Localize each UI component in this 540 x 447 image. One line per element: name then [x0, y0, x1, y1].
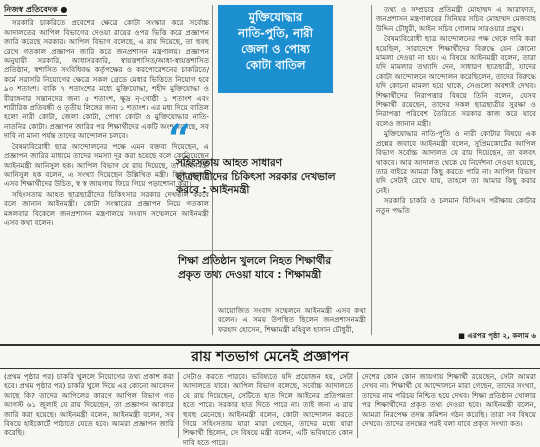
jump-line: ■ এরপর পৃষ্ঠা ২, কলাম ৬: [458, 331, 536, 340]
bottom-divider-2: [357, 372, 358, 438]
left-paragraph-2: বৈষম্যবিরোধী ছাত্র আন্দোলনের পক্ষে এমন বক্তব্য দিয়েছেন, এ প্রজ্ঞাপন জারির মাধ্যমে তাদের সমস্যা দূর করা হয়েছে বলে কোনিয়েছেন আইনমন্ত্রী আনিসুল হক। আপিল বিভাগ যে রায় দিয়েছে, তা আইনমন্ত্রী আনিসুল হক বলেন, এ সংখ্যা দিয়েছেন উল্লিখিত মন্ত্রী। তিনি বলেন, এসব শিক্ষার্থীদের উচিত, স্ব স্ব জায়গায় ফিরে গিয়ে পড়াশোনা করা।: [4, 141, 209, 189]
left-paragraph-1: সরকারি চাকরিতে প্রবেশের ক্ষেত্রে কোটা সংস্কার করে সর্বোচ্চ আদালতের আপিল বিভাগের দেওয়া রায়ের ওপর ভিত্তি করে প্রজ্ঞাপন জারি করেছে সরকার। আপিল বিভাগ বলেছে, এ রায় দিয়েছে, তা হুবহু রেখে গতকাল প্রজ্ঞাপন জারি করে জনপ্রশাসন মন্ত্রণালয়। প্রজ্ঞাপন অনুযায়ী সরকারি, আধাসরকারি, স্বায়ত্তশাসিত/আধা-স্বায়ত্তশাসিত প্রতিষ্ঠান, স্বশাসিত সংবিধিবদ্ধ কর্তৃপক্ষের ও করপোরেশনের চাকরিতে/কর্মে সরাসরি নিয়োগের ক্ষেত্রে সকল গ্রেডে মেধার ভিত্তিতে নিয়োগ হবে ৯৩ শতাংশ। বাকি ৭ শতাংশের মধ্যে মুক্তিযোদ্ধা, শহীদ মুক্তিযোদ্ধা ও বীরাঙ্গনার সন্তানদের জন্য ৫ শতাংশ, ক্ষুদ্র নৃ-গোষ্ঠী ১ শতাংশ এবং শারীরিক প্রতিবন্ধী ও তৃতীয় লিঙ্গের জন্য ১ শতাংশ। এর মধ্য দিয়ে বাতিল হলো নারী কোটা, জেলা কোটা, পোষ্য কোটা ও মুক্তিযোদ্ধার নাতি-নাতনির কোটা। প্রজ্ঞাপন জারির পর শিক্ষার্থীদের একটি অংশ বলেছে, সব দাবি না মানা পর্যন্ত তাদের আন্দোলন চলবে।: [4, 18, 209, 141]
right-paragraph-1: তথ্য ও সম্প্রচার প্রতিমন্ত্রী মোহাম্মদ এ আরাফাত, জনপ্রশাসন মন্ত্রণালয়ের সিনিয়র সচিব মোহাম্মদ মেজবাহ উদ্দিন চৌধুরী, আইন সচিব গোলাম সারওয়ার প্রমুখ।: [376, 5, 536, 33]
banner-line-4: কোটা বাতিল: [245, 58, 306, 72]
secondary-headline: রায় শতভাগ মেনেই প্রজ্ঞাপন: [191, 349, 349, 365]
pull-quote-law-minister: সহিংসতায় আহত সাধারণ ছাত্রছাত্রীদের চিকিৎসা সরকার দেখভাল করবে : আইনমন্ত্রী: [176, 157, 336, 196]
bottom-column-1: (প্রথম পৃষ্ঠার পর) চাকরি খুললে নিয়োগের তথ্য প্রকাশ করা হবে। প্রথম পৃষ্ঠার পর) চাকরি খুলে দিয়ে এর কোনো আবেদন আছে কি? তাদের আপিলের কারণে আপিল বিভাগ গত আগস্ট ৬১ জুলাই যে রায় দিয়েছেন, তা প্রজ্ঞাপন আকারে জারি করা হয়েছে। আইনমন্ত্রী বলেন, আইনমন্ত্রী বলেন, সব বিষয়ে হাইকোর্টে পাঠাতে যেতে হবে। আমরা প্রজ্ঞাপন জারি করেছি।: [4, 372, 175, 438]
quote-mark-icon: “: [168, 116, 192, 163]
byline: নিজস্ব প্রতিবেদক ●: [4, 5, 67, 16]
left-paragraph-3: সহিংসতায় আহত ছাত্রছাত্রীদের চিকিৎসার সরকার দেখভাল করবে বলে জানান আইনমন্ত্রী। কোটা সংস্কারের প্রজ্ঞাপন নিয়ে গতকাল মঙ্গলবার বিকেলে জনপ্রশাসন মন্ত্রণালয়ে সংবাদ সম্মেলনে আইনমন্ত্রী এসব কথা বলেন।: [4, 189, 209, 227]
pull-quote-education-minister: শিক্ষা প্রতিষ্ঠান খুললে নিহত শিক্ষার্থীর প্রকৃত তথ্য দেওয়া যাবে : শিক্ষামন্ত্রী: [178, 255, 332, 281]
banner-line-2: নাতি-পুতি, নারী: [238, 26, 313, 40]
banner-line-3: জেলা ও পোষ্য: [241, 42, 310, 56]
column-divider-right: [371, 5, 372, 335]
bottom-divider-1: [178, 372, 179, 438]
quote-divider: [178, 250, 333, 251]
banner-line-1: মুক্তিযোদ্ধার: [248, 10, 303, 24]
headline-banner: [218, 5, 333, 93]
middle-caption: আয়োজিত সংবাদ সম্মেলনে আইনমন্ত্রী এসব কথা বলেন। এ সময় উপস্থিত ছিলেন জনপ্রশাসনমন্ত্রী ফরহাদ হোসেন, শিক্ষামন্ত্রী মহিবুল হাসান চৌধুরী,: [218, 306, 366, 334]
bottom-column-3: দেশের কোন কোন জায়গায় শিক্ষার্থী রয়েছেন, সেটা আমরা দেখব না। শিক্ষার্থী যে আন্দোলনে মারা গেছেন, তাদের সংখ্যা, তাদের নাম পরিচয় নিশ্চিত হয়ে দেখব। শিক্ষা প্রতিষ্ঠান খোলার পর শিক্ষার্থীদের প্রকৃত তথ্য দেওয়া হবে। আইনমন্ত্রী বলেন, আমরা নিরপেক্ষ তদন্ত কমিশন গঠন করেছি। তারা সব বিষয়ে দেখবে। তাদের তদন্তের পরই বলা যাবে প্রকৃত সংখ্যা কত।: [362, 372, 536, 429]
right-paragraph-3: মুক্তিযোদ্ধার নাতি-পুতি ও নারী কোটার বিষয়ে এক প্রশ্নের জবাবে আইনমন্ত্রী বলেন, সুপ্রিমকোর্টের আপিল বিভাগ সর্বোচ্চ আদালত যে রায় দিয়েছেন, তা বলবৎ থাকবে। আর আদালত থেকে যে নির্দেশনা দেওয়া হয়েছে, তার বাইরে আমরা কিছু করতে পারি না। আপিল বিভাগ যদি সেটাই রেখে যায়, তাহলে তা আমার কিছু করার নেই।: [376, 129, 536, 195]
bottom-column-2: সেটাও করতে পারবে। ভবিষ্যতে যদি প্রয়োজন হয়, সেটা আদালতে যাবে। আপিল বিভাগ বলেছে, সর্বোচ্চ আদালতে যে রায় দিয়েছেন, সেটিতে হাত দিলে আইনের প্রতিপন্নতা হতে পারে। সরকার হাত দিতে পারে না। তাই জন্য এ রায় হুবহু মেনেছে। আইনমন্ত্রী বলেন, কোটা আন্দোলন করতে গিয়ে সহিংসতায় যারা মারা গেছেন, তাদের মধ্যে যারা শিক্ষার্থী ছিলেন, সে বিষয়ে মন্ত্রী বলেন, এটি ভবিষ্যতে কোন দাবি হতে পারে।: [183, 372, 353, 447]
right-paragraph-2: বৈষম্যবিরোধী ছাত্র আন্দোলনের পক্ষ থেকে দাবি করা হয়েছিল, সারাদেশে শিক্ষার্থীদের বিরুদ্ধে যেন কোনো মামলা দেওয়া না হয়। এ বিষয়ে আইনমন্ত্রী বলেন, তারা যদি মামলার তথ্যাদি দেন, সাধারণ ছাত্রছাত্রী, যাদের কোটা আন্দোলনে আন্দোলন করেছিলেন, তাদের বিরুদ্ধে যদি কোনো মামলা হয়ে থাকে, সেগুলো অবশ্যই দেখব। শিক্ষার্থীদের নিরাপত্তার বিষয়ে তিনি বলেন, যেসব শিক্ষার্থী রয়েছেন, তাদের সকল ছাত্রছাত্রীর সুরক্ষা ও নিরাপত্তা পরিবেশ তৈরিতে সরকার কাজ করে যাবে বলেও জানান মন্ত্রী।: [376, 34, 536, 128]
right-paragraph-4: সরকারি চাকরি ও চলমান বিসিএস পরীক্ষায় কোটার নতুন পদ্ধতি: [376, 196, 536, 215]
section-rule-top: [0, 344, 540, 346]
right-column: [376, 5, 536, 330]
section-rule-bottom: [0, 368, 540, 369]
